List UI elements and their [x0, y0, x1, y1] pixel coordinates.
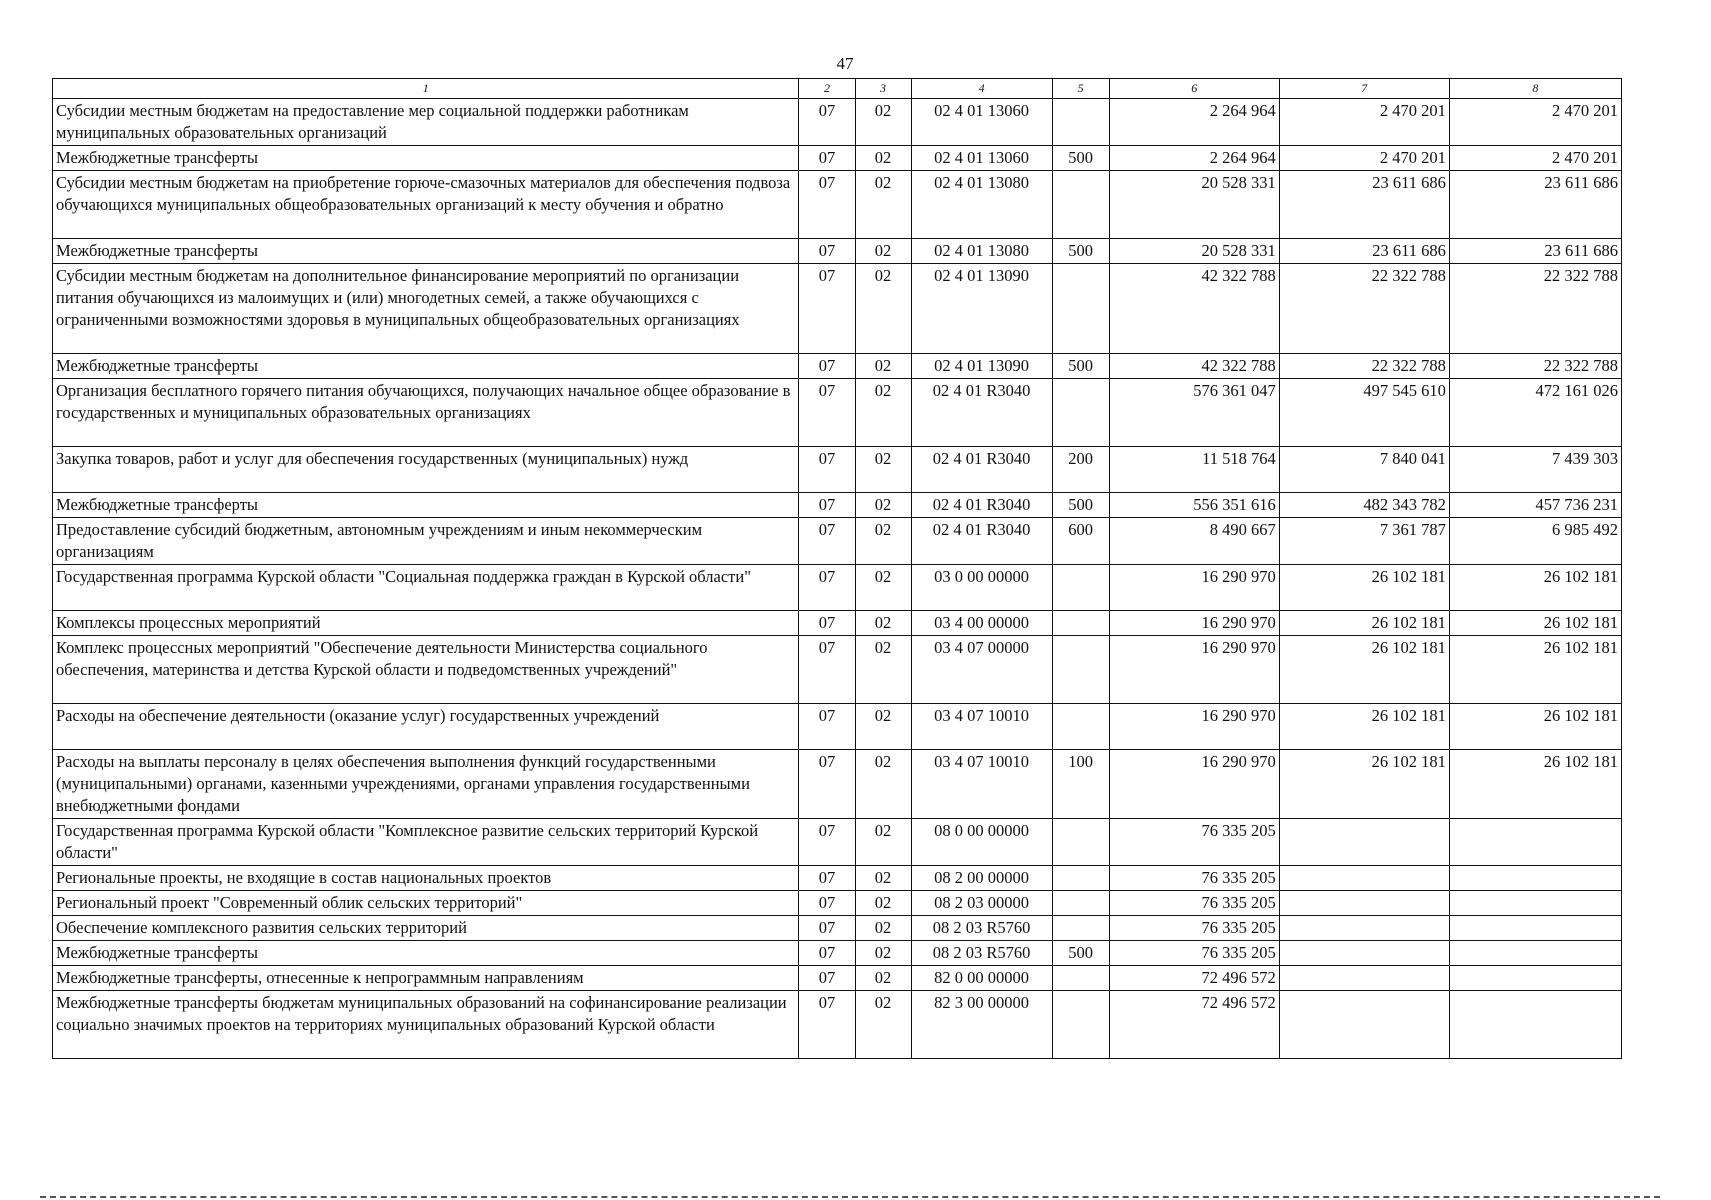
row-description: Расходы на выплаты персоналу в целях обеспечения выполнения функций государственными (муниципальными) органами, казенными учреждениями, органами управления государственными внебюджетными фондами — [53, 750, 799, 819]
table-row — [53, 354, 1622, 379]
row-description: Субсидии местным бюджетам на приобретение горюче-смазочных материалов для обеспечения подвоза обучающихся муниципальных общеобразовательных организаций к месту обучения и обратно — [53, 171, 799, 239]
footer-scan-rule — [40, 1196, 1660, 1198]
row-description: Комплексы процессных мероприятий — [53, 611, 799, 636]
table-row — [53, 565, 1622, 611]
target-article-code: 03 0 00 00000 — [911, 565, 1052, 611]
amount-year-3: 2 470 201 — [1449, 99, 1621, 146]
amount-year-1: 576 361 047 — [1109, 379, 1279, 447]
table-row — [53, 493, 1622, 518]
table-row — [53, 518, 1622, 565]
amount-year-2: 26 102 181 — [1279, 704, 1449, 750]
column-number-header-row — [53, 79, 1622, 99]
expense-type-code — [1052, 99, 1109, 146]
amount-year-2: 22 322 788 — [1279, 264, 1449, 354]
table-row — [53, 264, 1622, 354]
amount-year-1: 72 496 572 — [1109, 966, 1279, 991]
expense-type-code — [1052, 565, 1109, 611]
section-code: 07 — [799, 941, 855, 966]
target-article-code: 82 3 00 00000 — [911, 991, 1052, 1059]
amount-year-2: 7 361 787 — [1279, 518, 1449, 565]
expense-type-code — [1052, 966, 1109, 991]
row-description: Межбюджетные трансферты — [53, 354, 799, 379]
column-header-4: 4 — [911, 79, 1052, 99]
amount-year-3 — [1449, 819, 1621, 866]
amount-year-1: 76 335 205 — [1109, 891, 1279, 916]
column-header-3: 3 — [855, 79, 911, 99]
section-code: 07 — [799, 146, 855, 171]
row-description: Предоставление субсидий бюджетным, автономным учреждениям и иным некоммерческим организациям — [53, 518, 799, 565]
subsection-code: 02 — [855, 239, 911, 264]
table-body — [53, 99, 1622, 1059]
amount-year-2: 26 102 181 — [1279, 611, 1449, 636]
table-row — [53, 916, 1622, 941]
target-article-code: 82 0 00 00000 — [911, 966, 1052, 991]
amount-year-1: 76 335 205 — [1109, 916, 1279, 941]
amount-year-3: 7 439 303 — [1449, 447, 1621, 493]
expense-type-code — [1052, 704, 1109, 750]
subsection-code: 02 — [855, 354, 911, 379]
table-row — [53, 239, 1622, 264]
table-row — [53, 379, 1622, 447]
expense-type-code: 200 — [1052, 447, 1109, 493]
target-article-code: 02 4 01 13060 — [911, 146, 1052, 171]
amount-year-1: 72 496 572 — [1109, 991, 1279, 1059]
subsection-code: 02 — [855, 171, 911, 239]
page-number: 47 — [836, 54, 854, 73]
expense-type-code: 600 — [1052, 518, 1109, 565]
amount-year-3: 472 161 026 — [1449, 379, 1621, 447]
expense-type-code — [1052, 819, 1109, 866]
amount-year-3: 26 102 181 — [1449, 565, 1621, 611]
section-code: 07 — [799, 354, 855, 379]
row-description: Межбюджетные трансферты бюджетам муниципальных образований на софинансирование реализации социально значимых проектов на территориях муниципальных образований Курской области — [53, 991, 799, 1059]
expense-type-code — [1052, 171, 1109, 239]
amount-year-3: 6 985 492 — [1449, 518, 1621, 565]
amount-year-3: 22 322 788 — [1449, 354, 1621, 379]
amount-year-1: 16 290 970 — [1109, 565, 1279, 611]
amount-year-2 — [1279, 891, 1449, 916]
expense-type-code — [1052, 916, 1109, 941]
target-article-code: 02 4 01 R3040 — [911, 447, 1052, 493]
amount-year-1: 11 518 764 — [1109, 447, 1279, 493]
target-article-code: 02 4 01 R3040 — [911, 379, 1052, 447]
subsection-code: 02 — [855, 493, 911, 518]
amount-year-3 — [1449, 866, 1621, 891]
row-description: Обеспечение комплексного развития сельских территорий — [53, 916, 799, 941]
amount-year-3: 26 102 181 — [1449, 750, 1621, 819]
target-article-code: 08 2 00 00000 — [911, 866, 1052, 891]
amount-year-2: 2 470 201 — [1279, 99, 1449, 146]
expense-type-code — [1052, 379, 1109, 447]
amount-year-2: 26 102 181 — [1279, 636, 1449, 704]
expense-type-code: 500 — [1052, 146, 1109, 171]
subsection-code: 02 — [855, 447, 911, 493]
column-header-5: 5 — [1052, 79, 1109, 99]
amount-year-3 — [1449, 941, 1621, 966]
column-header-8: 8 — [1449, 79, 1621, 99]
section-code: 07 — [799, 379, 855, 447]
amount-year-2: 497 545 610 — [1279, 379, 1449, 447]
amount-year-1: 20 528 331 — [1109, 239, 1279, 264]
section-code: 07 — [799, 636, 855, 704]
section-code: 07 — [799, 819, 855, 866]
expense-type-code: 100 — [1052, 750, 1109, 819]
row-description: Межбюджетные трансферты — [53, 941, 799, 966]
amount-year-1: 20 528 331 — [1109, 171, 1279, 239]
amount-year-3: 26 102 181 — [1449, 704, 1621, 750]
target-article-code: 03 4 07 10010 — [911, 750, 1052, 819]
amount-year-2 — [1279, 916, 1449, 941]
table-row — [53, 704, 1622, 750]
amount-year-3 — [1449, 966, 1621, 991]
expense-type-code — [1052, 866, 1109, 891]
section-code: 07 — [799, 966, 855, 991]
subsection-code: 02 — [855, 636, 911, 704]
subsection-code: 02 — [855, 379, 911, 447]
amount-year-3: 26 102 181 — [1449, 611, 1621, 636]
row-description: Субсидии местным бюджетам на дополнительное финансирование мероприятий по организации питания обучающихся из малоимущих и (или) многодетных семей, а также обучающихся с ограниченными возможностями здоровья в муниципальных общеобразовательных организациях — [53, 264, 799, 354]
amount-year-2: 482 343 782 — [1279, 493, 1449, 518]
amount-year-3 — [1449, 991, 1621, 1059]
target-article-code: 03 4 07 10010 — [911, 704, 1052, 750]
amount-year-1: 16 290 970 — [1109, 611, 1279, 636]
row-description: Государственная программа Курской области "Социальная поддержка граждан в Курской области" — [53, 565, 799, 611]
subsection-code: 02 — [855, 518, 911, 565]
amount-year-1: 2 264 964 — [1109, 146, 1279, 171]
table-row — [53, 819, 1622, 866]
amount-year-1: 16 290 970 — [1109, 704, 1279, 750]
amount-year-3: 2 470 201 — [1449, 146, 1621, 171]
amount-year-3: 457 736 231 — [1449, 493, 1621, 518]
target-article-code: 02 4 01 R3040 — [911, 518, 1052, 565]
section-code: 07 — [799, 493, 855, 518]
row-description: Межбюджетные трансферты, отнесенные к непрограммным направлениям — [53, 966, 799, 991]
section-code: 07 — [799, 171, 855, 239]
expense-type-code — [1052, 991, 1109, 1059]
subsection-code: 02 — [855, 941, 911, 966]
row-description: Комплекс процессных мероприятий "Обеспечение деятельности Министерства социального обеспечения, материнства и детства Курской области и подведомственных учреждений" — [53, 636, 799, 704]
amount-year-2: 2 470 201 — [1279, 146, 1449, 171]
amount-year-1: 42 322 788 — [1109, 264, 1279, 354]
row-description: Субсидии местным бюджетам на предоставление мер социальной поддержки работникам муниципальных образовательных организаций — [53, 99, 799, 146]
table-row — [53, 991, 1622, 1059]
target-article-code: 08 0 00 00000 — [911, 819, 1052, 866]
subsection-code: 02 — [855, 866, 911, 891]
row-description: Межбюджетные трансферты — [53, 239, 799, 264]
subsection-code: 02 — [855, 704, 911, 750]
amount-year-3: 26 102 181 — [1449, 636, 1621, 704]
subsection-code: 02 — [855, 611, 911, 636]
amount-year-2: 23 611 686 — [1279, 239, 1449, 264]
row-description: Региональные проекты, не входящие в состав национальных проектов — [53, 866, 799, 891]
row-description: Государственная программа Курской области "Комплексное развитие сельских территорий Курской области" — [53, 819, 799, 866]
section-code: 07 — [799, 239, 855, 264]
amount-year-2 — [1279, 966, 1449, 991]
target-article-code: 08 2 03 R5760 — [911, 916, 1052, 941]
table-row — [53, 636, 1622, 704]
section-code: 07 — [799, 611, 855, 636]
amount-year-1: 76 335 205 — [1109, 819, 1279, 866]
section-code: 07 — [799, 447, 855, 493]
amount-year-1: 8 490 667 — [1109, 518, 1279, 565]
expense-type-code: 500 — [1052, 354, 1109, 379]
amount-year-3 — [1449, 916, 1621, 941]
expense-type-code: 500 — [1052, 239, 1109, 264]
target-article-code: 02 4 01 13060 — [911, 99, 1052, 146]
section-code: 07 — [799, 866, 855, 891]
section-code: 07 — [799, 750, 855, 819]
target-article-code: 08 2 03 R5760 — [911, 941, 1052, 966]
amount-year-3: 23 611 686 — [1449, 171, 1621, 239]
row-description: Расходы на обеспечение деятельности (оказание услуг) государственных учреждений — [53, 704, 799, 750]
expense-type-code — [1052, 636, 1109, 704]
target-article-code: 02 4 01 13080 — [911, 171, 1052, 239]
amount-year-1: 556 351 616 — [1109, 493, 1279, 518]
amount-year-2 — [1279, 819, 1449, 866]
subsection-code: 02 — [855, 819, 911, 866]
amount-year-2 — [1279, 991, 1449, 1059]
amount-year-2 — [1279, 866, 1449, 891]
target-article-code: 02 4 01 13080 — [911, 239, 1052, 264]
amount-year-1: 2 264 964 — [1109, 99, 1279, 146]
table-row — [53, 146, 1622, 171]
target-article-code: 03 4 00 00000 — [911, 611, 1052, 636]
amount-year-2: 22 322 788 — [1279, 354, 1449, 379]
amount-year-2 — [1279, 941, 1449, 966]
section-code: 07 — [799, 891, 855, 916]
table-row — [53, 99, 1622, 146]
subsection-code: 02 — [855, 916, 911, 941]
amount-year-3 — [1449, 891, 1621, 916]
subsection-code: 02 — [855, 99, 911, 146]
table-row — [53, 941, 1622, 966]
column-header-7: 7 — [1279, 79, 1449, 99]
amount-year-2: 26 102 181 — [1279, 565, 1449, 611]
section-code: 07 — [799, 264, 855, 354]
expense-type-code — [1052, 891, 1109, 916]
subsection-code: 02 — [855, 264, 911, 354]
amount-year-1: 76 335 205 — [1109, 866, 1279, 891]
table-row — [53, 966, 1622, 991]
section-code: 07 — [799, 704, 855, 750]
column-header-2: 2 — [799, 79, 855, 99]
amount-year-1: 76 335 205 — [1109, 941, 1279, 966]
amount-year-1: 42 322 788 — [1109, 354, 1279, 379]
amount-year-3: 23 611 686 — [1449, 239, 1621, 264]
amount-year-1: 16 290 970 — [1109, 636, 1279, 704]
column-header-1: 1 — [53, 79, 799, 99]
row-description: Региональный проект "Современный облик сельских территорий" — [53, 891, 799, 916]
section-code: 07 — [799, 565, 855, 611]
subsection-code: 02 — [855, 991, 911, 1059]
target-article-code: 02 4 01 R3040 — [911, 493, 1052, 518]
amount-year-1: 16 290 970 — [1109, 750, 1279, 819]
section-code: 07 — [799, 991, 855, 1059]
target-article-code: 02 4 01 13090 — [911, 264, 1052, 354]
row-description: Межбюджетные трансферты — [53, 146, 799, 171]
column-header-6: 6 — [1109, 79, 1279, 99]
row-description: Межбюджетные трансферты — [53, 493, 799, 518]
expense-type-code — [1052, 611, 1109, 636]
subsection-code: 02 — [855, 750, 911, 819]
subsection-code: 02 — [855, 891, 911, 916]
target-article-code: 08 2 03 00000 — [911, 891, 1052, 916]
table-row — [53, 891, 1622, 916]
amount-year-2: 23 611 686 — [1279, 171, 1449, 239]
expense-type-code — [1052, 264, 1109, 354]
amount-year-3: 22 322 788 — [1449, 264, 1621, 354]
section-code: 07 — [799, 916, 855, 941]
budget-table — [52, 78, 1622, 1059]
table-row — [53, 750, 1622, 819]
table-row — [53, 866, 1622, 891]
table-row — [53, 611, 1622, 636]
table-row — [53, 171, 1622, 239]
amount-year-2: 26 102 181 — [1279, 750, 1449, 819]
table-row — [53, 447, 1622, 493]
subsection-code: 02 — [855, 565, 911, 611]
amount-year-2: 7 840 041 — [1279, 447, 1449, 493]
expense-type-code: 500 — [1052, 941, 1109, 966]
target-article-code: 02 4 01 13090 — [911, 354, 1052, 379]
section-code: 07 — [799, 518, 855, 565]
subsection-code: 02 — [855, 146, 911, 171]
section-code: 07 — [799, 99, 855, 146]
row-description: Закупка товаров, работ и услуг для обеспечения государственных (муниципальных) нужд — [53, 447, 799, 493]
target-article-code: 03 4 07 00000 — [911, 636, 1052, 704]
row-description: Организация бесплатного горячего питания обучающихся, получающих начальное общее образование в государственных и муниципальных образовательных организациях — [53, 379, 799, 447]
subsection-code: 02 — [855, 966, 911, 991]
expense-type-code: 500 — [1052, 493, 1109, 518]
